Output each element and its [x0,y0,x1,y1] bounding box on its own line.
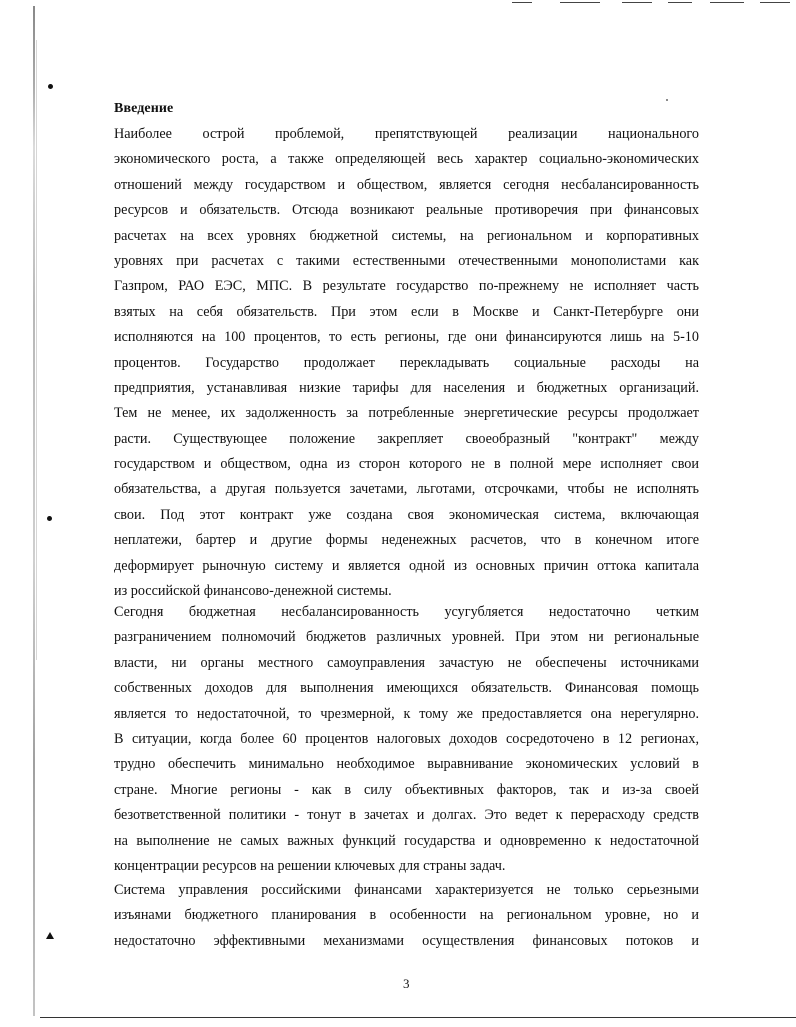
paragraph-2 [114,600,699,879]
paragraph-1 [114,122,699,604]
text-line: исполняются на 100 процентов, то есть регионы, где они финансируются лишь на 5-10 [114,329,699,346]
text-line: Наиболее острой проблемой, препятствующей реализации национального [114,126,699,142]
punch-hole-mark [47,516,52,521]
text-line: ресурсов и обязательств. Отсюда возникают реальные противоречия при финансовых [114,202,699,219]
text-line: расчетах на всех уровнях бюджетной системы, на региональном и корпоративных [114,227,699,244]
text-line: власти, ни органы местного самоуправления зачастую не обеспечены источниками [114,654,699,671]
text-line: обязательства, а другая пользуется зачетами, льготами, отсрочками, чтобы не исполнять [114,481,699,498]
scan-top-artifact [710,2,744,3]
page-number: 3 [403,976,410,991]
text-line: процентов. Государство продолжает перекладывать социальные расходы на [114,354,699,371]
scan-bottom-edge [40,1017,796,1018]
text-line: Газпром, РАО ЕЭС, МПС. В результате государство по-прежнему не исполняет часть [114,278,699,295]
text-line: разграничением полномочий бюджетов различных уровней. При этом ни региональные [114,629,699,646]
text-line: из российской финансово-денежной системы. [114,583,392,600]
scan-top-artifact [622,2,652,3]
punch-hole-mark [46,932,54,939]
text-line: собственных доходов для выполнения имеющихся обязательств. Финансовая помощь [114,680,699,697]
scan-top-artifact [560,2,600,3]
text-line: отношений между государством и обществом, является сегодня несбалансированность [114,176,699,193]
text-line: неплатежи, бартер и другие формы неденежных расчетов, что в конечном итоге [114,532,699,549]
text-line: стране. Многие регионы - как в силу объективных факторов, так и из-за своей [114,781,699,798]
text-line: взятых на себя обязательств. При этом если в Москве и Санкт-Петербурге они [114,303,699,320]
text-line: изъянами бюджетного планирования в особенности на региональном уровне, но и [114,907,699,924]
scan-left-edge-secondary [36,40,37,660]
text-line: свои. Под этот контракт уже создана своя экономическая система, включающая [114,506,699,523]
text-line: Тем не менее, их задолженность за потребленные энергетические ресурсы продолжает [114,405,699,422]
text-line: предприятия, устанавливая низкие тарифы для населения и бюджетных организаций. [114,379,699,396]
text-line: экономического роста, а также определяющей весь характер социально-экономических [114,151,699,168]
scan-speck [666,99,668,101]
text-line: трудно обеспечить минимально необходимое выравнивание экономических условий в [114,756,699,773]
scan-top-artifact [512,2,532,3]
text-line: уровнях при расчетах с такими естественными отечественными монополистами как [114,252,699,269]
text-line: Система управления российскими финансами характеризуется не только серьезными [114,882,699,898]
text-line: на выполнение не самых важных функций государства и одновременно к недостаточной [114,832,699,849]
text-line: недостаточно эффективными механизмами осуществления финансовых потоков и [114,932,699,949]
scan-top-artifact [760,2,790,3]
punch-hole-mark [48,84,53,89]
text-line: деформирует рыночную систему и является одной из основных причин оттока капитала [114,557,699,574]
text-line: В ситуации, когда более 60 процентов налоговых доходов сосредоточено в 12 регионах, [114,730,699,747]
section-heading: Введение [114,101,174,116]
paragraph-3 [114,878,699,954]
scan-top-artifact [668,2,692,3]
text-line: безответственной политики - тонут в зачетах и долгах. Это ведет к перерасходу средств [114,807,699,824]
text-line: расти. Существующее положение закрепляет своеобразный "контракт" между [114,430,699,447]
scan-left-edge [33,6,35,1016]
text-line: государством и обществом, одна из сторон которого не в полной мере исполняет свои [114,456,699,473]
text-line: концентрации ресурсов на решении ключевых для страны задач. [114,857,506,874]
text-line: является то недостаточной, то чрезмерной, к тому же предоставляется она нерегулярно. [114,705,699,722]
text-line: Сегодня бюджетная несбалансированность усугубляется недостаточно четким [114,604,699,620]
